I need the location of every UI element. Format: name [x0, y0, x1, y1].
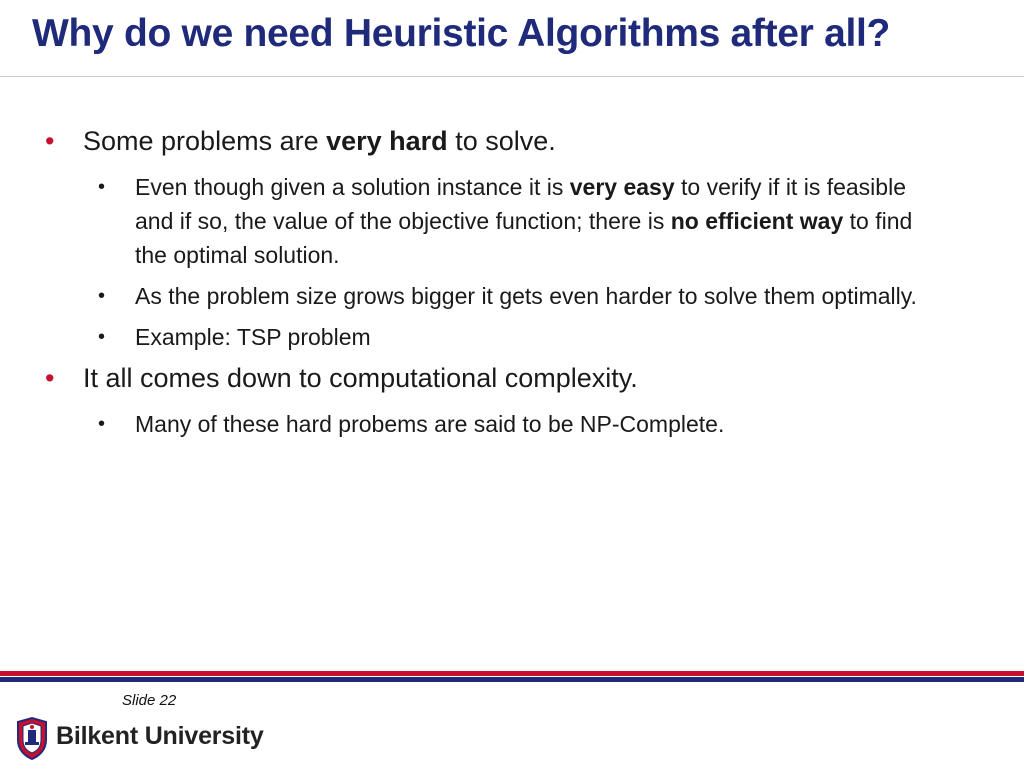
bullet-marker: • [45, 126, 55, 156]
bullet-level2 [0, 279, 925, 313]
slide-number: Slide 22 [122, 692, 177, 709]
bullet-text: Many of these hard probems are said to be NP-Complete. [135, 411, 725, 437]
bullet-text: Even though given a solution instance it is [135, 174, 570, 200]
bullet-marker: • [98, 413, 106, 435]
bilkent-seal-icon [14, 716, 50, 760]
slide-title: Why do we need Heuristic Algorithms after all? [32, 12, 891, 55]
title-divider [0, 76, 1024, 77]
bullet-text: It all comes down to computational complexity. [83, 363, 638, 393]
university-name: Bilkent University [56, 722, 264, 750]
bullet-text: to verify if it is feasible and if so, the value of the objective function; there is [135, 174, 906, 234]
bullet-bold-text: no efficient way [670, 208, 844, 234]
footer-bar-red [0, 671, 1024, 676]
bullet-level2 [0, 320, 925, 354]
bullet-marker: • [98, 176, 106, 198]
bullet-marker: • [45, 363, 55, 393]
bullet-text: Example: TSP problem [135, 324, 371, 350]
bullet-text: to solve. [447, 126, 556, 156]
bullet-text: to find the optimal solution. [135, 208, 913, 268]
footer-bar-blue [0, 677, 1024, 682]
university-logo [14, 716, 294, 760]
bullet-level1 [0, 124, 943, 158]
bullet-bold-text: very hard [326, 126, 448, 156]
bullet-text: Some problems are [83, 126, 327, 156]
bullet-text: As the problem size grows bigger it gets even harder to solve them optimally. [135, 283, 917, 309]
bullet-marker: • [98, 326, 106, 348]
bullet-level2 [0, 407, 925, 441]
slide-content [0, 124, 1024, 453]
bullet-marker: • [98, 285, 106, 307]
bullet-level1 [0, 361, 943, 395]
bullet-level2 [0, 170, 925, 272]
bullet-bold-text: very easy [569, 174, 675, 200]
